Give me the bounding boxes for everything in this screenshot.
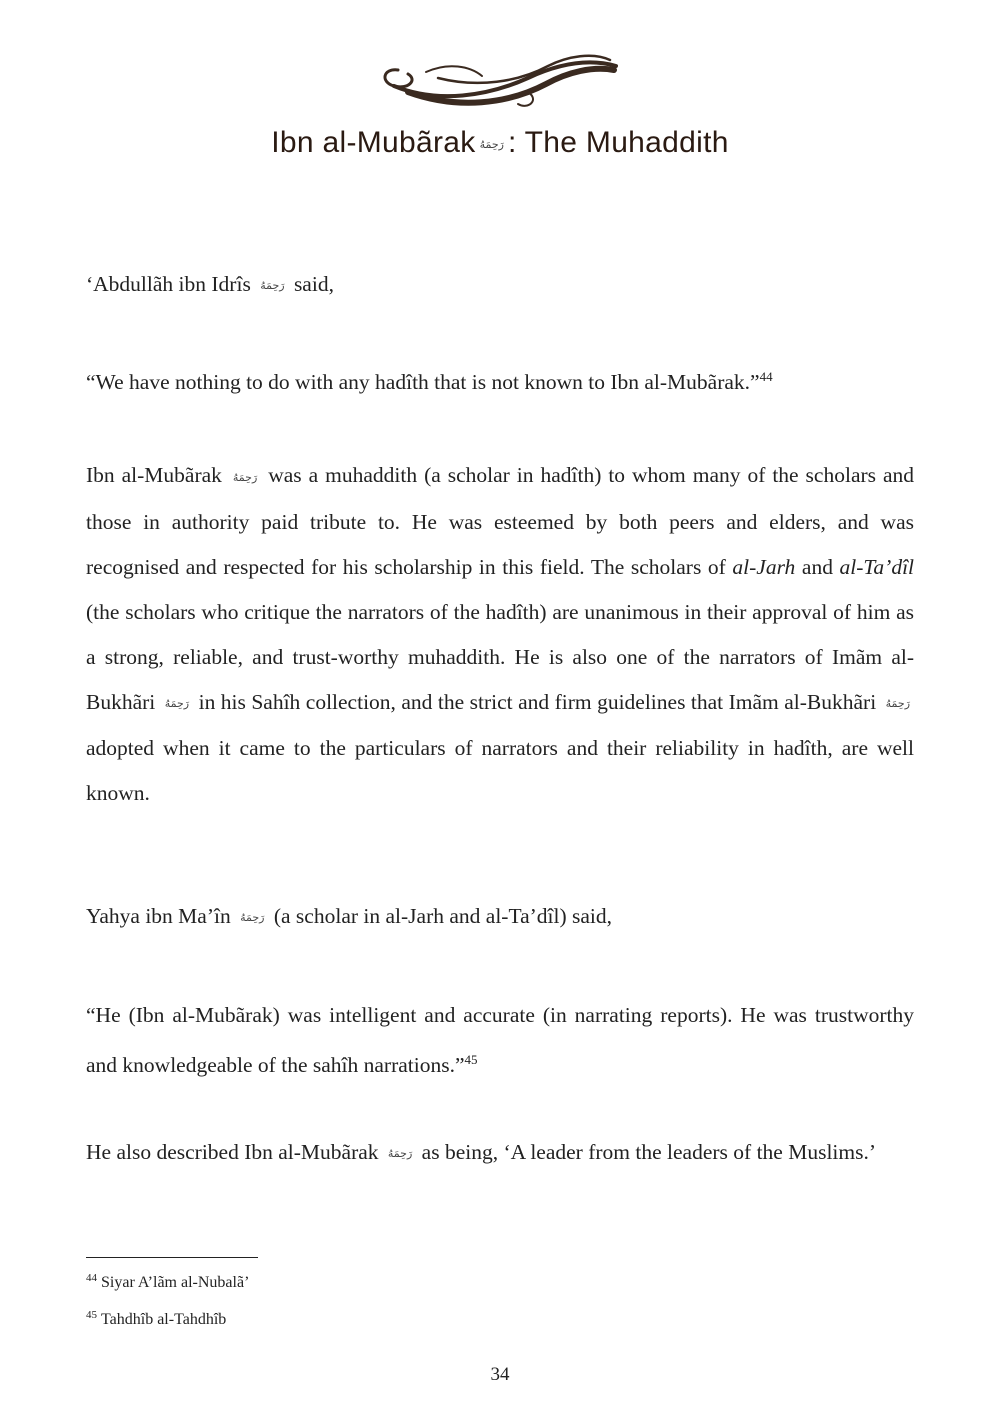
said-text: (a scholar in al-Jarh and al-Ta’dîl) said, bbox=[273, 904, 613, 928]
footnote-ref: 44 bbox=[759, 368, 773, 384]
text-run: in his Sahîh collection, and the strict and firm guidelines that Imãm al-Bukhãri bbox=[198, 689, 877, 714]
speaker-name: ‘Abdullãh ibn Idrîs bbox=[86, 272, 251, 296]
speaker-name: Yahya ibn Ma’în bbox=[86, 904, 231, 928]
footnote-number: 45 bbox=[86, 1308, 97, 1321]
honorific-icon: رَحِمَهُ bbox=[164, 697, 190, 711]
quote-text: “We have nothing to do with any hadîth that is not known to Ibn al-Mubãrak.” bbox=[86, 370, 760, 394]
honorific-icon: رَحِمَهُ bbox=[232, 470, 258, 484]
paragraph-5-quote bbox=[86, 990, 914, 1090]
paragraph-6 bbox=[86, 1128, 914, 1178]
honorific-icon: رَحِمَهُ bbox=[387, 1147, 413, 1161]
footnote-ref: 45 bbox=[464, 1051, 478, 1067]
paragraph-1 bbox=[86, 268, 914, 302]
title-part-1: Ibn al-Mubãrak bbox=[271, 126, 476, 159]
italic-term: al-Ta’dîl bbox=[839, 554, 915, 579]
honorific-icon: رَحِمَهُ bbox=[260, 279, 285, 293]
honorific-icon: رَحِمَهُ bbox=[240, 911, 265, 925]
quote-text: “He (Ibn al-Mubãrak) was intelligent and accurate (in narrating reports). He was trustworthy and knowledgeable of the sahîh narrations.” bbox=[86, 1003, 914, 1077]
page-number: 34 bbox=[490, 1364, 510, 1385]
text-run: He also described Ibn al-Mubãrak bbox=[86, 1140, 379, 1164]
footnote-text: Siyar A’lãm al-Nubalã’ bbox=[101, 1274, 250, 1291]
paragraph-3 bbox=[86, 453, 914, 816]
title-part-2: : The Muhaddith bbox=[507, 126, 729, 159]
paragraph-2-quote bbox=[86, 366, 914, 398]
footnote-text: Tahdhîb al-Tahdhîb bbox=[101, 1311, 227, 1328]
text-run: as being, ‘A leader from the leaders of the Muslims.’ bbox=[421, 1140, 877, 1164]
paragraph-4 bbox=[86, 900, 914, 934]
said-text: said, bbox=[293, 272, 334, 296]
footnote-44 bbox=[86, 1271, 250, 1292]
honorific-icon: رَحِمَهُ bbox=[885, 697, 911, 711]
text-run: and bbox=[801, 554, 833, 579]
text-run: adopted when it came to the particulars of narrators and their reliability in hadîth, are well known. bbox=[86, 736, 914, 806]
text-run: (the scholars who critique the narrators of the hadîth) are unanimous in their approval of him as a strong, reliable, and trust-worthy muhaddith. He is also one of the narrators of Imãm al-Bukhãri bbox=[86, 599, 914, 714]
footnote-45 bbox=[86, 1308, 227, 1329]
honorific-icon: رَحِمَهُ bbox=[479, 137, 504, 151]
footnote-divider bbox=[86, 1257, 258, 1258]
italic-term: al-Jarh bbox=[732, 554, 796, 579]
page-title bbox=[0, 126, 1000, 160]
footnote-number: 44 bbox=[86, 1271, 97, 1284]
decorative-flourish-icon bbox=[378, 48, 622, 118]
text-run: Ibn al-Mubãrak bbox=[86, 463, 222, 487]
text-run: was a muhaddith (a scholar in hadîth) to whom many of the scholars and those in authority paid tribute to. He was esteemed by both peers and elders, and was recognised and respected for his scholarship in this field. The scholars of bbox=[86, 463, 915, 579]
